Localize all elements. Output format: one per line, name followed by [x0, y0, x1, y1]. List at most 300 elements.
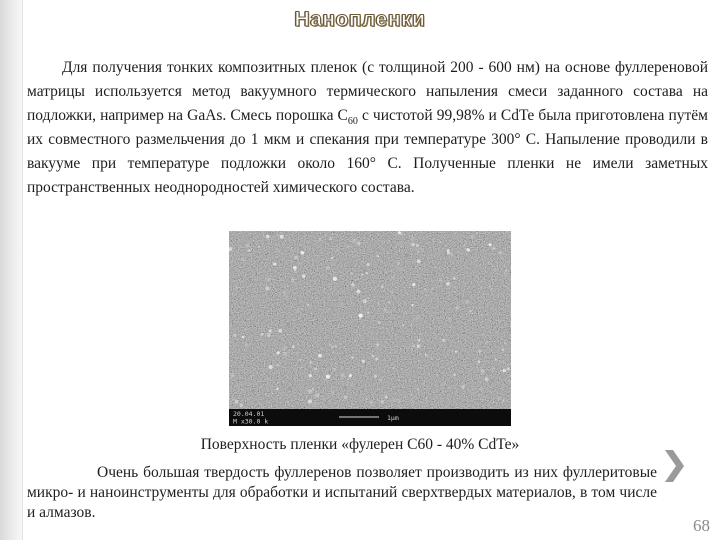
sem-grain	[307, 304, 309, 306]
sem-grain	[456, 306, 459, 309]
sem-grain	[308, 389, 312, 393]
sem-grain	[489, 285, 490, 286]
sem-grain	[355, 280, 356, 281]
sem-grain	[293, 380, 294, 381]
sem-grain	[328, 296, 330, 298]
sem-grain	[504, 342, 507, 345]
sem-grain	[240, 396, 242, 398]
sem-grain	[240, 404, 244, 408]
sem-grain	[453, 374, 456, 377]
sem-grain	[453, 286, 456, 289]
sem-grain	[506, 387, 510, 391]
sem-grain	[331, 389, 334, 392]
sem-grain	[470, 235, 474, 239]
sem-grain	[326, 266, 330, 270]
sem-grain	[486, 341, 489, 344]
sem-grain	[444, 270, 446, 272]
sem-grain	[288, 349, 291, 352]
sem-grain	[266, 235, 270, 239]
sem-grain	[478, 350, 481, 353]
intro-paragraph	[27, 56, 708, 200]
sem-grain	[378, 321, 380, 323]
sem-grain	[500, 385, 502, 387]
sem-grain	[458, 294, 462, 298]
sem-grain	[479, 291, 480, 292]
sem-grain	[377, 302, 380, 305]
sem-grain	[344, 386, 347, 389]
sem-grain	[498, 396, 501, 399]
sem-grain	[288, 387, 292, 391]
sem-grain	[248, 249, 251, 252]
sem-grain	[476, 287, 478, 289]
sem-grain	[477, 345, 479, 347]
sem-grain	[249, 253, 253, 257]
sem-grain	[497, 291, 500, 294]
sem-grain	[352, 303, 354, 305]
sem-grain	[255, 278, 259, 282]
sem-grain	[400, 268, 404, 272]
sem-grain	[307, 339, 311, 343]
next-slide-button[interactable]	[662, 448, 686, 484]
sem-grain	[349, 374, 352, 377]
sem-grain	[481, 377, 484, 380]
sem-grain	[293, 266, 297, 270]
sem-grain	[269, 329, 272, 332]
sem-grain	[237, 324, 239, 326]
sem-grain	[421, 249, 423, 251]
sem-grain	[342, 331, 344, 333]
sem-grain	[392, 276, 395, 279]
sem-grain	[441, 383, 443, 385]
sem-grain	[478, 278, 479, 279]
sem-grain	[269, 232, 272, 235]
sem-grain	[354, 281, 357, 284]
sem-grain	[405, 254, 409, 258]
sem-grain	[292, 345, 295, 348]
sem-grain	[424, 288, 426, 290]
sem-grain	[286, 322, 290, 326]
sem-grain	[305, 255, 308, 258]
sem-grain	[482, 333, 485, 336]
sem-grain	[332, 311, 335, 314]
sem-grain	[479, 387, 482, 390]
sem-grain	[238, 392, 239, 393]
sem-grain	[464, 255, 468, 259]
sem-grain	[455, 351, 457, 353]
sem-grain	[462, 385, 465, 388]
sem-grain	[397, 234, 399, 236]
sem-grain	[232, 261, 235, 264]
sem-grain	[363, 299, 367, 303]
sem-grain	[492, 247, 495, 250]
sem-grain	[359, 253, 363, 257]
sem-grain	[491, 379, 494, 382]
sem-grain	[264, 298, 268, 302]
sem-grain	[333, 368, 336, 371]
sem-grain	[384, 309, 387, 312]
sem-grain	[241, 389, 242, 390]
sem-grain	[444, 252, 447, 255]
sem-grain	[314, 367, 317, 370]
sem-grain	[235, 400, 238, 403]
sem-grain	[399, 241, 403, 245]
sem-grain	[340, 303, 344, 307]
sem-grain	[412, 344, 415, 347]
sem-grain	[335, 345, 337, 347]
sem-grain	[376, 343, 379, 346]
sem-grain	[259, 322, 261, 324]
sem-grain	[366, 398, 368, 400]
sem-grain	[433, 240, 434, 241]
sem-grain	[309, 384, 312, 387]
sem-grain	[388, 301, 390, 303]
sem-grain	[449, 369, 450, 370]
sem-grain	[494, 358, 496, 360]
sem-grain	[364, 377, 366, 379]
sem-grain	[299, 359, 301, 361]
sem-grain	[367, 263, 370, 266]
sem-grain	[309, 374, 312, 377]
intro-text-end: с чистотой 99,98% и CdTe была приготовлена путём их совместного размельчения до 1 мкм и спекания при температуре 300° С. Напыление проводили в вакууме при температуре подложки около 160° С. Полученные пленки не имели заметных пространственных неоднородностей химического состава.	[27, 107, 708, 196]
sem-grain	[505, 270, 507, 272]
sem-grain	[285, 294, 289, 298]
sem-grain	[439, 279, 442, 282]
sem-grain	[302, 308, 303, 309]
sem-grain	[381, 285, 384, 288]
sem-grain	[488, 262, 490, 264]
sem-grain	[277, 234, 278, 235]
hardness-paragraph: Очень большая твердость фуллеренов позволяет производить из них фуллеритовые микро- и наноинструменты для обработки и испытаний сверхтвердых материалов, в том числе и алмазов.	[27, 464, 657, 521]
sem-grain	[350, 383, 354, 387]
sem-grain	[267, 333, 271, 337]
sem-grain	[235, 286, 237, 288]
sem-grain	[423, 382, 425, 384]
sem-grain	[411, 237, 415, 241]
sem-grain	[385, 396, 388, 399]
sem-grain	[455, 264, 456, 265]
sem-grain	[417, 314, 421, 318]
sem-grain	[381, 400, 384, 403]
sem-grain	[476, 232, 478, 234]
sem-grain	[277, 351, 280, 354]
sem-grain	[478, 360, 481, 363]
sem-grain	[429, 235, 431, 237]
sem-grain	[398, 231, 401, 234]
sem-grain	[417, 251, 419, 253]
sem-grain	[283, 352, 287, 356]
sem-grain	[232, 399, 234, 401]
left-decorative-band	[0, 0, 23, 540]
sem-grain	[331, 257, 333, 259]
sem-grain	[356, 289, 360, 293]
sem-grain	[464, 244, 466, 246]
sem-grain	[453, 277, 455, 279]
sem-grain	[233, 333, 237, 337]
sem-grain	[390, 352, 391, 353]
sem-grain	[395, 367, 397, 369]
sem-grain	[367, 311, 369, 313]
sem-grain	[372, 355, 374, 357]
sem-grain	[415, 380, 417, 382]
sem-grain	[411, 394, 413, 396]
sem-grain	[485, 377, 489, 381]
sem-grain	[418, 339, 421, 342]
sem-grain	[450, 253, 453, 256]
sem-grain	[406, 312, 408, 314]
sem-grain	[366, 272, 368, 274]
sem-grain	[229, 233, 231, 235]
sem-grain	[478, 266, 480, 268]
sem-grain	[369, 356, 370, 357]
sem-grain	[325, 378, 327, 380]
sem-grain	[294, 371, 296, 373]
sem-grain	[433, 291, 435, 293]
sem-grain	[494, 268, 497, 271]
sem-grain	[314, 402, 318, 406]
sem-grain	[370, 401, 373, 404]
sem-grain	[321, 334, 323, 336]
sem-grain	[411, 325, 412, 326]
sem-grain	[392, 399, 396, 403]
sem-grain	[348, 378, 350, 380]
sem-grain	[239, 384, 240, 385]
sem-grain	[372, 368, 374, 370]
sem-grain	[351, 283, 355, 287]
sem-grain	[292, 249, 296, 253]
sem-grain	[287, 401, 289, 403]
sem-grain	[244, 236, 248, 240]
sem-grain	[328, 237, 331, 240]
sem-grain	[241, 258, 245, 262]
sem-grain	[277, 364, 279, 366]
sem-grain	[451, 350, 452, 351]
sem-grain	[267, 277, 271, 281]
sem-grain	[365, 353, 366, 354]
sem-grain	[273, 360, 276, 363]
sem-grain	[352, 239, 356, 243]
c60-subscript: 60	[347, 116, 358, 128]
sem-grain	[256, 253, 258, 255]
image-caption: Поверхность пленки «фулерен С60 - 40% CdTe»	[200, 436, 520, 453]
sem-grain	[367, 297, 369, 299]
sem-grain	[361, 274, 363, 276]
sem-grain	[294, 269, 296, 271]
sem-grain	[329, 344, 332, 347]
sem-grain	[499, 251, 502, 254]
sem-grain	[294, 256, 298, 260]
sem-grain	[369, 353, 372, 356]
sem-grain	[308, 400, 312, 404]
sem-grain	[357, 242, 360, 245]
sem-grain	[426, 349, 428, 351]
sem-grain	[265, 286, 269, 290]
sem-grain	[492, 324, 495, 327]
sem-grain	[448, 291, 452, 295]
sem-grain	[282, 291, 286, 295]
sem-grain	[412, 391, 415, 394]
sem-grain	[446, 282, 450, 286]
sem-grain	[492, 368, 493, 369]
sem-grain	[441, 316, 443, 318]
sem-grain	[351, 357, 353, 359]
sem-grain	[394, 330, 397, 333]
sem-grain	[341, 373, 345, 377]
sem-grain	[280, 235, 284, 239]
sem-grain	[495, 250, 498, 253]
sem-grain	[412, 283, 415, 286]
sem-grain	[439, 241, 441, 243]
sem-grain	[471, 345, 473, 347]
sem-grain	[429, 397, 432, 400]
sem-grain	[291, 374, 294, 377]
sem-grain	[417, 344, 420, 347]
sem-grain	[379, 379, 382, 382]
sem-grain	[411, 243, 415, 247]
sem-grain	[359, 334, 360, 335]
sem-grain	[442, 339, 445, 342]
sem-grain	[376, 358, 379, 361]
sem-grain	[500, 370, 502, 372]
sem-grain	[489, 243, 492, 246]
sem-grain	[406, 354, 409, 357]
sem-grain	[325, 314, 328, 317]
sem-grain	[404, 390, 406, 392]
sem-grain	[302, 233, 304, 235]
sem-grain	[411, 373, 415, 377]
sem-grain	[401, 301, 402, 302]
sem-grain	[467, 248, 470, 251]
sem-grain	[302, 246, 304, 248]
sem-grain	[448, 317, 451, 320]
databar-scale-label: 1μm	[387, 414, 399, 422]
sem-grain	[462, 299, 466, 303]
sem-grain	[411, 399, 414, 402]
sem-grain	[291, 279, 294, 282]
sem-grain	[291, 306, 293, 308]
sem-grain	[436, 289, 440, 293]
sem-grain	[351, 261, 354, 264]
sem-grain	[319, 238, 322, 241]
sem-grain	[460, 391, 463, 394]
sem-grain	[369, 350, 372, 353]
sem-grain	[486, 371, 489, 374]
sem-grain	[287, 298, 290, 301]
sem-grain	[425, 398, 428, 401]
sem-grain	[459, 261, 461, 263]
sem-grain	[346, 385, 347, 386]
sem-grain	[278, 250, 281, 253]
sem-grain	[393, 367, 395, 369]
sem-grain	[412, 304, 414, 306]
sem-grain	[333, 277, 337, 281]
sem-grain	[331, 391, 335, 395]
sem-grain	[411, 348, 413, 350]
sem-grain	[278, 329, 282, 333]
sem-grain	[417, 388, 419, 390]
sem-grain	[447, 251, 450, 254]
sem-grain	[361, 266, 364, 269]
sem-grain	[326, 375, 330, 379]
sem-grain	[249, 278, 252, 281]
sem-grain	[258, 246, 260, 248]
sem-grain	[266, 377, 269, 380]
sem-grain	[469, 309, 472, 312]
sem-grain	[440, 254, 442, 256]
sem-grain	[390, 291, 393, 294]
sem-grain	[229, 322, 230, 323]
sem-grain	[276, 388, 278, 390]
sem-grain	[460, 293, 461, 294]
sem-image	[229, 231, 511, 426]
sem-grain	[486, 278, 487, 279]
sem-grain	[336, 249, 338, 251]
sem-grain	[493, 402, 494, 403]
intro-text-start: Для получения тонких композитных пленок (с толщиной 200 - 600 нм) на основе фуллереновой матрицы используется метод вакуумного термического напыления смеси заданного состава на подложки, например на GaAs. Смесь порошка С	[27, 59, 708, 124]
sem-grain	[432, 271, 436, 275]
sem-grain	[286, 261, 287, 262]
sem-grain	[416, 244, 419, 247]
sem-grain	[448, 286, 450, 288]
sem-grain	[300, 251, 304, 255]
sem-grain	[435, 260, 437, 262]
sem-grain	[490, 280, 492, 282]
sem-grain	[481, 369, 485, 373]
sem-grain	[261, 333, 264, 336]
sem-grain	[324, 397, 326, 399]
sem-grain	[260, 384, 262, 386]
sem-micrograph	[229, 231, 511, 426]
sem-grain	[451, 324, 452, 325]
sem-grain	[310, 333, 314, 337]
sem-grain	[338, 280, 341, 283]
sem-grain	[229, 340, 233, 344]
sem-grain	[494, 243, 496, 245]
sem-grain	[395, 327, 398, 330]
sem-grain	[339, 343, 340, 344]
sem-grain	[251, 389, 254, 392]
sem-grain	[242, 336, 245, 339]
sem-grain	[442, 285, 445, 288]
sem-grain	[504, 368, 508, 372]
sem-grain	[312, 388, 314, 390]
sem-grain	[246, 244, 249, 247]
sem-grain	[497, 289, 498, 290]
sem-grain	[447, 249, 450, 252]
sem-grain	[402, 324, 404, 326]
sem-grain	[465, 323, 466, 324]
sem-grain	[374, 375, 377, 378]
sem-grain	[245, 343, 248, 346]
sem-grain	[502, 361, 505, 364]
sem-grain	[472, 391, 475, 394]
sem-grain	[384, 245, 386, 247]
sem-grain	[502, 348, 505, 351]
sem-grain	[318, 354, 322, 358]
sem-grain	[397, 262, 400, 265]
sem-grain	[417, 259, 421, 263]
slide-title: Нанопленки	[294, 8, 426, 31]
sem-grain	[504, 273, 508, 277]
sem-grain	[428, 354, 430, 356]
sem-grain	[244, 242, 245, 243]
sem-grain	[491, 289, 492, 290]
sem-grain	[348, 263, 352, 267]
sem-grain	[394, 334, 397, 337]
sem-grain	[371, 377, 374, 380]
sem-grain	[480, 287, 483, 290]
sem-grain	[273, 263, 276, 266]
sem-grain	[296, 309, 300, 313]
